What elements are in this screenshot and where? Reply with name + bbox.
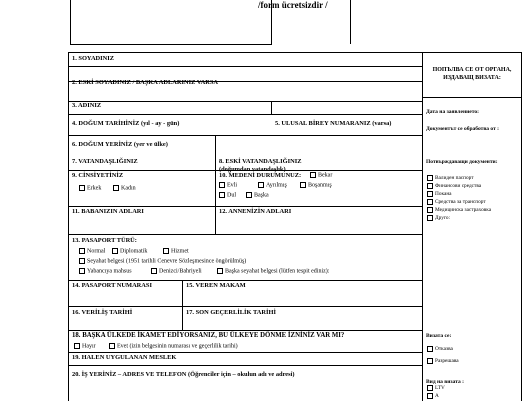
sidebar-visa-type-label: Вид на визата : <box>426 379 464 385</box>
field-surname-label: 1. SOYADINIZ <box>72 55 115 62</box>
field-national-id[interactable] <box>272 102 423 127</box>
passport-option-alien[interactable]: Yabancıya mahsus <box>79 268 132 275</box>
field-date-of-birth[interactable] <box>69 102 272 127</box>
sidebar-visa-refused[interactable]: Отказва <box>427 346 453 353</box>
gender-option-male[interactable]: Erkek <box>79 185 101 192</box>
passport-option-other[interactable]: Başka seyahat belgesi (lütfen tespit ediniz): <box>217 268 329 275</box>
checkbox-icon <box>427 385 433 391</box>
checkbox-icon <box>217 268 223 274</box>
passport-option-seaman[interactable]: Denizci/Bahriyeli <box>151 268 202 275</box>
field-marital-status <box>216 171 423 206</box>
marital-option-single[interactable]: Bekar <box>310 172 332 179</box>
marital-option-other[interactable]: Başka <box>246 192 269 199</box>
checkbox-icon <box>427 393 433 399</box>
field-previous-nationality[interactable] <box>216 136 423 173</box>
return-permit-option-no[interactable]: Hayır <box>74 343 96 350</box>
checkbox-icon <box>427 207 433 213</box>
checkbox-icon <box>112 248 118 254</box>
field-father-name[interactable] <box>69 207 216 234</box>
field-dob-row <box>69 102 423 127</box>
checkbox-icon <box>74 343 80 349</box>
field-passport-type <box>69 235 423 281</box>
field-mother-name-label: 12. ANNENİZİN ADLARI <box>219 208 292 215</box>
field-issue-date[interactable] <box>69 307 183 330</box>
checkbox-icon <box>427 191 433 197</box>
checkbox-icon <box>246 192 252 198</box>
field-first-name-label: 3. ADINIZ <box>72 102 102 109</box>
marital-option-married[interactable]: Evli <box>219 182 237 189</box>
official-use-sidebar <box>422 52 522 401</box>
sidebar-supporting-docs-label: Потвърждаващи документи: <box>426 159 498 165</box>
checkbox-icon <box>163 248 169 254</box>
field-expiry-date[interactable] <box>183 307 423 330</box>
return-permit-option-yes[interactable]: Evet (izin belgesinin numarası ve geçerlilik tarihi) <box>109 343 238 350</box>
field-gender <box>69 171 216 206</box>
field-nationality-label: 7. VATANDAŞLIĞINIZ <box>72 158 138 165</box>
sidebar-visa-granted[interactable]: Разрешава <box>427 358 459 365</box>
sidebar-doc-invitation[interactable]: Покана <box>427 191 452 198</box>
field-issuing-authority[interactable] <box>183 281 423 306</box>
sidebar-doc-funds[interactable]: Финансови средства <box>427 183 481 190</box>
sidebar-doc-passport[interactable]: Валиден паспорт <box>427 175 474 182</box>
sidebar-divider <box>423 97 521 98</box>
field-first-name[interactable] <box>69 82 423 109</box>
checkbox-icon <box>310 172 316 178</box>
sidebar-visa-type-ltv[interactable]: LTV <box>427 385 445 392</box>
field-passport-number[interactable] <box>69 281 183 306</box>
checkbox-icon <box>427 358 433 364</box>
field-previous-surname-label: 2. ESKİ SOYADINIZ / BAŞKA ADLARINIZ VARSA <box>72 79 219 86</box>
checkbox-icon <box>427 183 433 189</box>
checkbox-icon <box>300 182 306 188</box>
field-place-of-birth-label: 6. DOĞUM YERİNİZ (yer ve ülke) <box>72 141 168 148</box>
sidebar-visa-type-a[interactable]: A <box>427 393 439 400</box>
checkbox-icon <box>79 258 85 264</box>
passport-option-travel-doc[interactable]: Seyahat belgesi (1951 tarihli Cenevre Sözleşmesince öngörülmüş) <box>79 258 246 265</box>
checkbox-icon <box>219 182 225 188</box>
form-free-note: /form ücretsizdir / <box>258 0 328 10</box>
sidebar-doc-other[interactable]: Друго: <box>427 215 450 222</box>
checkbox-icon <box>427 175 433 181</box>
passport-option-normal[interactable]: Normal <box>79 248 105 255</box>
field-passport-number-label: 14. PASAPORT NUMARASI <box>72 282 152 289</box>
checkbox-icon <box>79 248 85 254</box>
field-dates-row <box>69 307 423 331</box>
passport-option-service[interactable]: Hizmet <box>163 248 189 255</box>
field-employer[interactable] <box>69 366 423 401</box>
field-surname[interactable] <box>69 53 423 67</box>
field-gender-marital-row <box>69 171 423 207</box>
sidebar-title: ПОПЪЛВА СЕ ОТ ОРГАНА, ИЗДАВАЩ ВИЗАТА: <box>432 67 512 81</box>
sidebar-doc-insurance[interactable]: Медицинска застраховка <box>427 207 491 214</box>
field-gender-label: 9. CİNSİYETİNİZ <box>72 172 124 179</box>
gender-option-female[interactable]: Kadın <box>113 185 136 192</box>
field-place-of-birth[interactable] <box>69 115 423 148</box>
field-previous-nationality-sub: (doğumdan vatandaşlık) <box>219 166 286 173</box>
checkbox-icon <box>109 343 115 349</box>
application-form <box>68 52 423 401</box>
sidebar-visa-decision-label: Визата се: <box>426 333 452 339</box>
field-occupation-label: 19. HALEN UYGULANAN MESLEK <box>72 354 177 361</box>
field-parents-row <box>69 207 423 235</box>
field-passport-type-label: 13. PASAPORT TÜRÜ: <box>72 237 137 244</box>
sidebar-application-date-label: Дата на заявлението: <box>426 109 479 115</box>
field-return-permit-label: 18. BAŞKA ÜLKEDE İKAMET EDİYORSANIZ, BU ÜLKEYE DÖNME İZNİNİZ VAR MI? <box>72 332 345 339</box>
field-issuing-authority-label: 15. VEREN MAKAM <box>186 282 246 289</box>
checkbox-icon <box>258 182 264 188</box>
marital-option-separated[interactable]: Ayrılmış <box>258 182 287 189</box>
checkbox-icon <box>151 268 157 274</box>
marital-option-divorced[interactable]: Boşanmış <box>300 182 332 189</box>
passport-option-diplomatic[interactable]: Diplomatik <box>112 248 147 255</box>
sidebar-processed-by-label: Документът се обработва от : <box>426 126 500 132</box>
checkbox-icon <box>219 192 225 198</box>
field-national-id-label: 5. ULUSAL BİREY NUMARANIZ (varsa) <box>275 120 392 127</box>
sidebar-doc-transport[interactable]: Средства за транспорт <box>427 199 486 206</box>
field-issue-date-label: 16. VERİLİŞ TARİHİ <box>72 309 133 316</box>
field-father-name-label: 11. BABANIZIN ADLARI <box>72 208 144 215</box>
field-previous-surname[interactable] <box>69 67 423 86</box>
field-nationality[interactable] <box>69 136 216 170</box>
field-nationality-row <box>69 136 423 171</box>
field-occupation[interactable] <box>69 353 423 366</box>
field-mother-name[interactable] <box>216 207 423 234</box>
field-return-permit <box>69 331 423 353</box>
field-marital-status-label: 10. MEDENİ DURUMUNUZ: <box>219 172 302 179</box>
checkbox-icon <box>79 268 85 274</box>
checkbox-icon <box>427 215 433 221</box>
field-passport-row <box>69 281 423 307</box>
header-divider <box>350 0 351 44</box>
checkbox-icon <box>427 346 433 352</box>
field-expiry-date-label: 17. SON GEÇERLİLİK TARİHİ <box>186 309 276 316</box>
marital-option-widowed[interactable]: Dul <box>219 192 236 199</box>
checkbox-icon <box>113 185 119 191</box>
field-previous-nationality-label: 8. ESKİ VATANDAŞLIĞINIZ <box>219 158 302 165</box>
checkbox-icon <box>427 199 433 205</box>
field-date-of-birth-label: 4. DOĞUM TARİHİNİZ (yıl - ay - gün) <box>72 120 180 127</box>
photo-frame <box>70 0 272 45</box>
field-employer-label: 20. İŞ YERİNİZ – ADRES VE TELEFON (Öğrenciler için – okulun adı ve adresi) <box>72 371 295 378</box>
checkbox-icon <box>79 185 85 191</box>
